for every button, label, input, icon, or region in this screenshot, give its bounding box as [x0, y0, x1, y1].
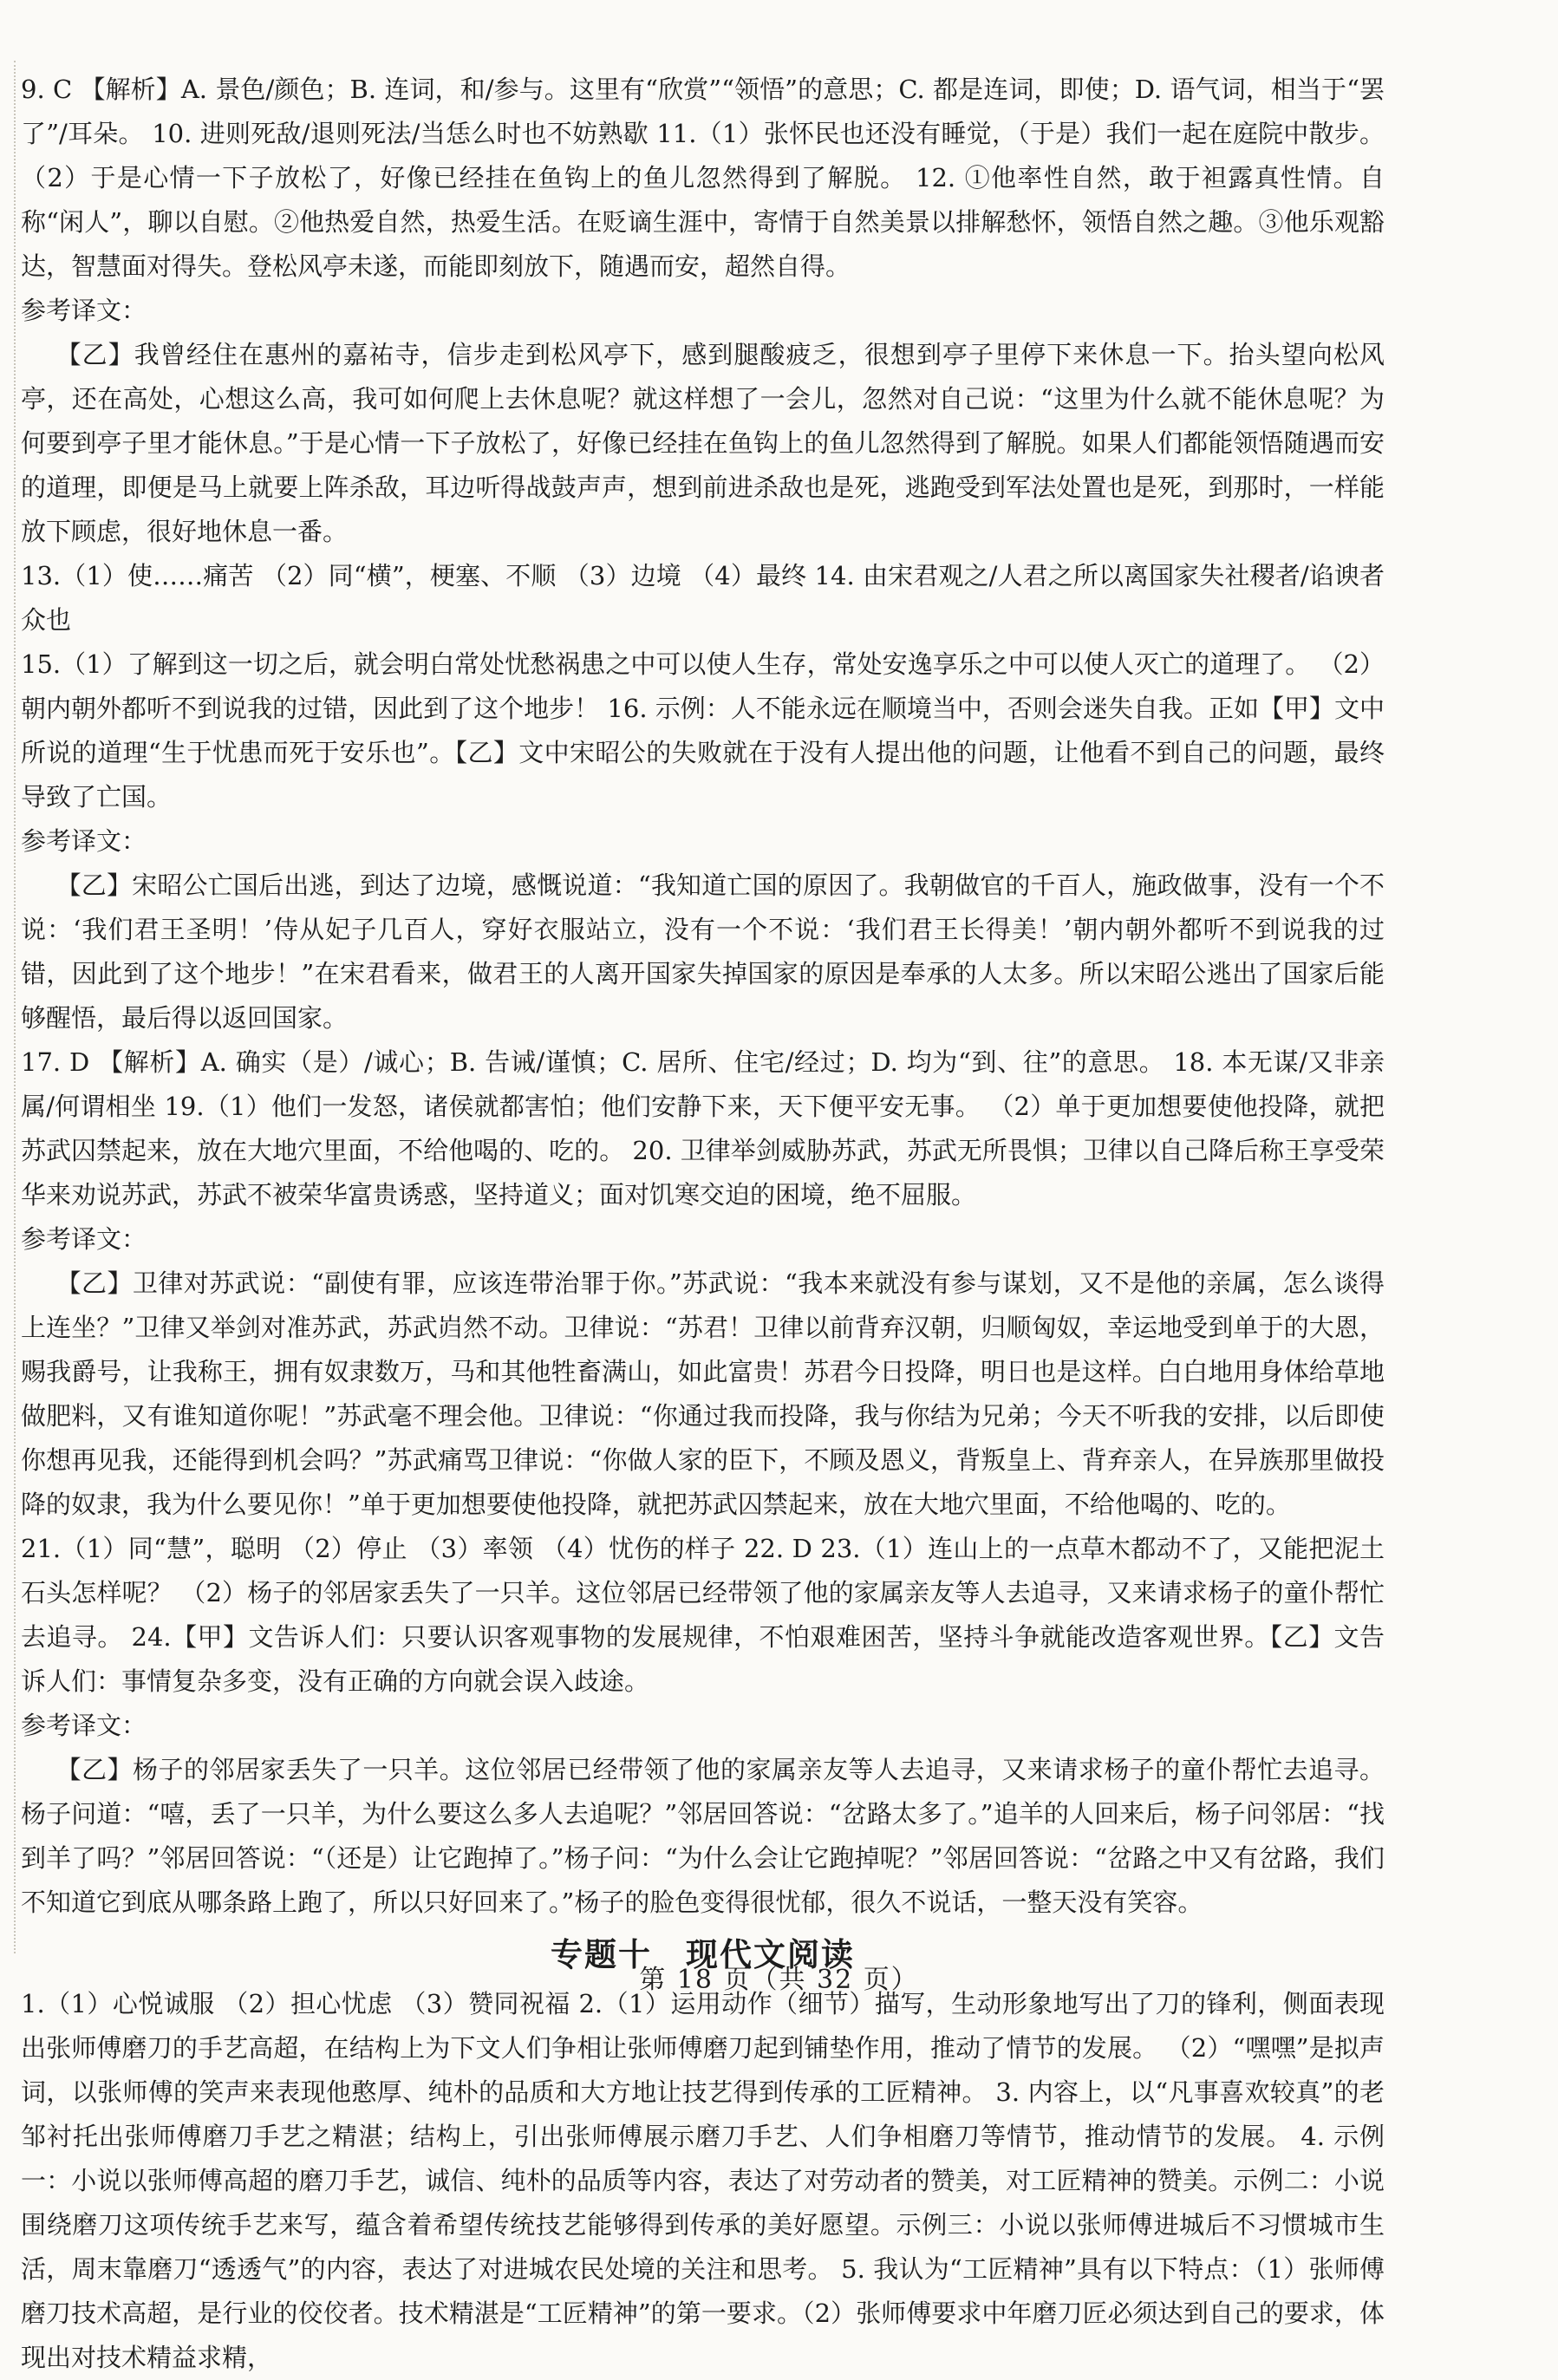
answer-paragraph-21-24: 21.（1）同“慧”，聪明 （2）停止 （3）率领 （4）忧伤的样子 22. D 23.（1）连山上的一点草木都动不了，又能把泥土石头怎样呢？ （2）杨子的邻居家丢失了一只羊。这位邻居已经带领了他的家属亲友等人去追寻，又来请求杨子的童仆帮忙去追寻。 24.【甲】文告诉人们：只要认识客观事物的发展规律，不怕艰难困苦，坚持斗争就能改造客观世界。【乙】文告诉人们：事情复杂多变，没有正确的方向就会误入歧途。 [21, 1534, 1385, 1696]
page-number-footer: 第 18 页（共 32 页） [639, 1965, 919, 1995]
answer-paragraph-modern-reading: 1.（1）心悦诚服 （2）担心忧虑 （3）赞同祝福 2.（1）运用动作（细节）描写，生动形象地写出了刀的锋利，侧面表现出张师傅磨刀的手艺高超，在结构上为下文人们争相让张师傅磨刀起到铺垫作用，推动了情节的发展。 （2）“嘿嘿”是拟声词，以张师傅的笑声来表现他憨厚、纯朴的品质和大方地让技艺得到传承的工匠精神。 3. 内容上，以“凡事喜欢较真”的老邹衬托出张师傅磨刀手艺之精湛；结构上，引出张师傅展示磨刀手艺、人们争相磨刀等情节，推动情节的发展。 4. 示例一：小说以张师傅高超的磨刀手艺，诚信、纯朴的品质等内容，表达了对劳动者的赞美，对工匠精神的赞美。示例二：小说围绕磨刀这项传统手艺来写，蕴含着希望传统技艺能够得到传承的美好愿望。示例三：小说以张师傅进城后不习惯城市生活，周末靠磨刀“透透气”的内容，表达了对进城农民处境的关注和思考。 5. 我认为“工匠精神”具有以下特点：（1）张师傅磨刀技术高超，是行业的佼佼者。技术精湛是“工匠精神”的第一要求。（2）张师傅要求中年磨刀匠必须达到自己的要求，体现出对技术精益求精， [21, 1989, 1385, 2372]
answer-paragraph-13-14: 13.（1）使……痛苦 （2）同“横”，梗塞、不顺 （3）边境 （4）最终 14. 由宋君观之/人君之所以离国家失社稷者/谄谀者众也 [21, 561, 1385, 635]
reference-translation-label: 参考译文： [21, 296, 147, 325]
reference-translation-label: 参考译文： [21, 1711, 147, 1740]
answer-content [9, 68, 1385, 2380]
translation-paragraph-songfengting: 【乙】我曾经住在惠州的嘉祐寺，信步走到松风亭下，感到腿酸疲乏，很想到亭子里停下来休息一下。抬头望向松风亭，还在高处，心想这么高，我可如何爬上去休息呢？就这样想了一会儿，忽然对自己说：“这里为什么就不能休息呢？为何要到亭子里才能休息。”于是心情一下子放松了，好像已经挂在鱼钩上的鱼儿忽然得到了解脱。如果人们都能领悟随遇而安的道理，即便是马上就要上阵杀敌，耳边听得战鼓声声，想到前进杀敌也是死，逃跑受到军法处置也是死，到那时，一样能放下顾虑，很好地休息一番。 [21, 340, 1385, 546]
answer-paragraph-9-12: 9. C 【解析】A. 景色/颜色；B. 连词，和/参与。这里有“欣赏”“领悟”的意思；C. 都是连词，即使；D. 语气词，相当于“罢了”/耳朵。 10. 进则死敌/退则死法/当恁么时也不妨熟歇 11.（1）张怀民也还没有睡觉，（于是）我们一起在庭院中散步。（2）于是心情一下子放松了，好像已经挂在鱼钩上的鱼儿忽然得到了解脱。 12. ①他率性自然，敢于袒露真性情。自称“闲人”，聊以自慰。②他热爱自然，热爱生活。在贬谪生涯中，寄情于自然美景以排解愁怀，领悟自然之趣。③他乐观豁达，智慧面对得失。登松风亭未遂，而能即刻放下，随遇而安，超然自得。 [21, 75, 1385, 281]
translation-paragraph-suwu: 【乙】卫律对苏武说：“副使有罪，应该连带治罪于你。”苏武说：“我本来就没有参与谋划，又不是他的亲属，怎么谈得上连坐？”卫律又举剑对准苏武，苏武岿然不动。卫律说：“苏君！卫律以前背弃汉朝，归顺匈奴，幸运地受到单于的大恩，赐我爵号，让我称王，拥有奴隶数万，马和其他牲畜满山，如此富贵！苏君今日投降，明日也是这样。白白地用身体给草地做肥料，又有谁知道你呢！”苏武毫不理会他。卫律说：“你通过我而投降，我与你结为兄弟；今天不听我的安排，以后即使你想再见我，还能得到机会吗？”苏武痛骂卫律说：“你做人家的臣下，不顾及恩义，背叛皇上、背弃亲人，在异族那里做投降的奴隶，我为什么要见你！”单于更加想要使他投降，就把苏武囚禁起来，放在大地穴里面，不给他喝的、吃的。 [21, 1268, 1385, 1519]
section-heading: 专题十 现代文阅读 [551, 1936, 855, 1973]
answer-paragraph-15-16: 15.（1）了解到这一切之后，就会明白常处忧愁祸患之中可以使人生存，常处安逸享乐之中可以使人灭亡的道理了。 （2）朝内朝外都听不到说我的过错，因此到了这个地步！ 16. 示例：人不能永远在顺境当中，否则会迷失自我。正如【甲】文中所说的道理“生于忧患而死于安乐也”。【乙】文中宋昭公的失败就在于没有人提出他的问题，让他看不到自己的问题，最终导致了亡国。 [21, 649, 1385, 812]
reference-translation-label: 参考译文： [21, 1224, 147, 1254]
reference-translation-label: 参考译文： [21, 826, 147, 856]
translation-paragraph-yangzi: 【乙】杨子的邻居家丢失了一只羊。这位邻居已经带领了他的家属亲友等人去追寻，又来请求杨子的童仆帮忙去追寻。杨子问道：“嘻，丢了一只羊，为什么要这么多人去追呢？”邻居回答说：“岔路太多了。”追羊的人回来后，杨子问邻居：“找到羊了吗？”邻居回答说：“（还是）让它跑掉了。”杨子问：“为什么会让它跑掉呢？”邻居回答说：“岔路之中又有岔路，我们不知道它到底从哪条路上跑了，所以只好回来了。”杨子的脸色变得很忧郁，很久不说话，一整天没有笑容。 [21, 1755, 1385, 1917]
translation-paragraph-songzhaogong: 【乙】宋昭公亡国后出逃，到达了边境，感慨说道：“我知道亡国的原因了。我朝做官的千百人，施政做事，没有一个不说：‘我们君王圣明！’侍从妃子几百人，穿好衣服站立，没有一个不说：‘我们君王长得美！’朝内朝外都听不到说我的过错，因此到了这个地步！”在宋君看来，做君王的人离开国家失掉国家的原因是奉承的人太多。所以宋昭公逃出了国家后能够醒悟，最后得以返回国家。 [21, 870, 1385, 1033]
answer-paragraph-17-20: 17. D 【解析】A. 确实（是）/诚心；B. 告诫/谨慎；C. 居所、住宅/经过；D. 均为“到、往”的意思。 18. 本无谋/又非亲属/何谓相坐 19.（1）他们一发怒，诸侯就都害怕；他们安静下来，天下便平安无事。 （2）单于更加想要使他投降，就把苏武囚禁起来，放在大地穴里面，不给他喝的、吃的。 20. 卫律举剑威胁苏武，苏武无所畏惧；卫律以自己降后称王享受荣华来劝说苏武，苏武不被荣华富贵诱惑，坚持道义；面对饥寒交迫的困境，绝不屈服。 [21, 1047, 1385, 1210]
